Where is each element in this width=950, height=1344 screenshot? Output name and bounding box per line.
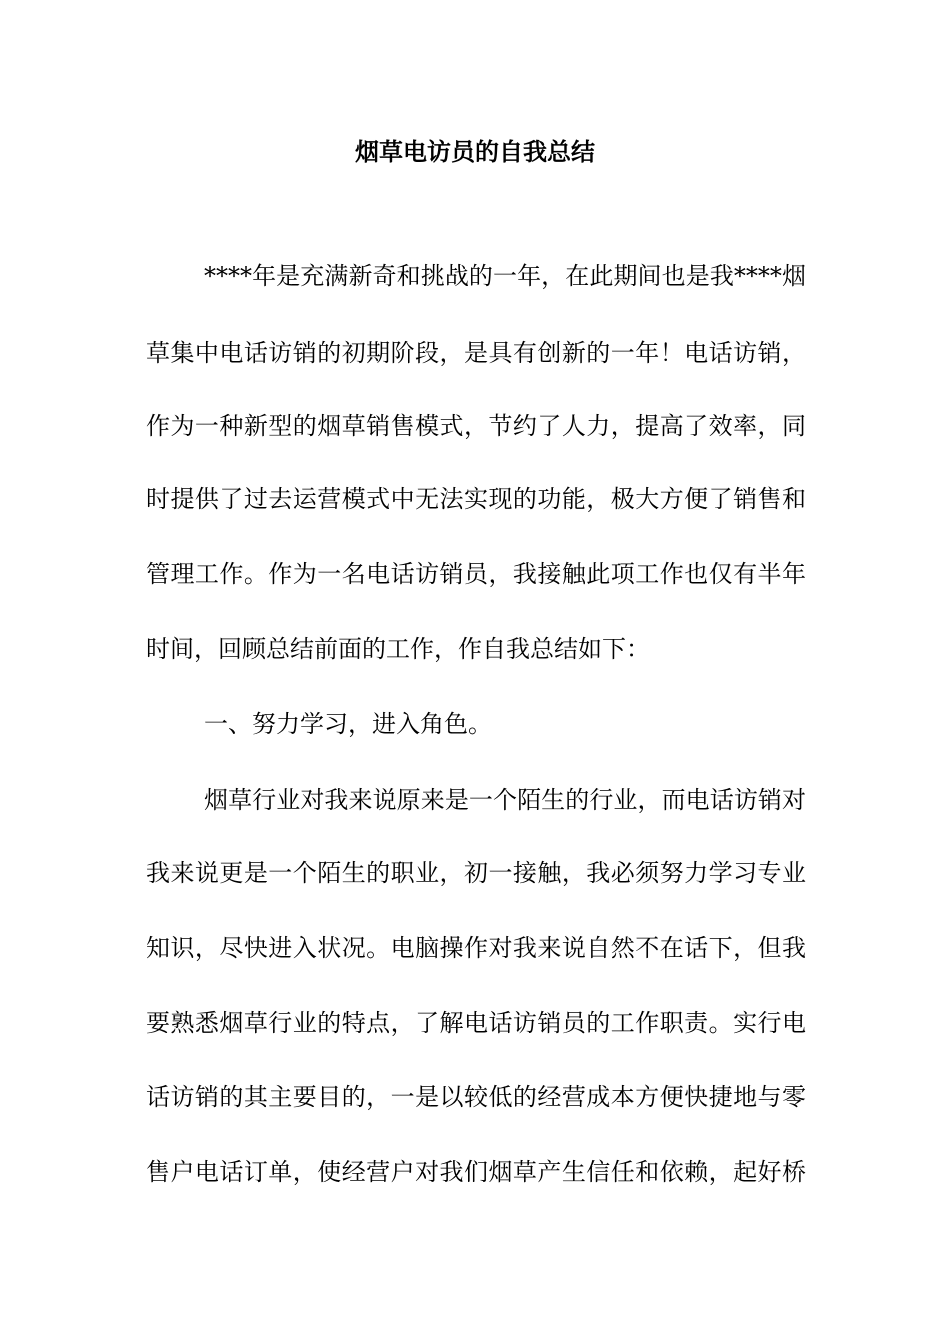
document-title: 烟草电访员的自我总结 bbox=[355, 137, 595, 166]
paragraph-line: 草集中电话访销的初期阶段，是具有创新的一年！电话访销， bbox=[146, 339, 806, 367]
paragraph-line: 烟草行业对我来说原来是一个陌生的行业，而电话访销对 bbox=[204, 786, 806, 814]
paragraph-line: ****年是充满新奇和挑战的一年，在此期间也是我****烟 bbox=[204, 262, 806, 290]
paragraph-line: 话访销的其主要目的，一是以较低的经营成本方便快捷地与零 bbox=[146, 1083, 806, 1111]
paragraph-line: 作为一种新型的烟草销售模式，节约了人力，提高了效率，同 bbox=[146, 412, 806, 440]
paragraph-line: 售户电话订单，使经营户对我们烟草产生信任和依赖，起好桥 bbox=[146, 1158, 806, 1186]
paragraph-line: 管理工作。作为一名电话访销员，我接触此项工作也仅有半年 bbox=[146, 560, 806, 588]
paragraph-line: 时间，回顾总结前面的工作，作自我总结如下： bbox=[146, 635, 650, 663]
paragraph-line: 我来说更是一个陌生的职业，初一接触，我必须努力学习专业 bbox=[146, 859, 806, 887]
paragraph-line: 要熟悉烟草行业的特点，了解电话访销员的工作职责。实行电 bbox=[146, 1009, 806, 1037]
paragraph-line: 知识，尽快进入状况。电脑操作对我来说自然不在话下，但我 bbox=[146, 934, 806, 962]
paragraph-line: 时提供了过去运营模式中无法实现的功能，极大方便了销售和 bbox=[146, 485, 806, 513]
section-heading: 一、努力学习，进入角色。 bbox=[204, 710, 492, 738]
